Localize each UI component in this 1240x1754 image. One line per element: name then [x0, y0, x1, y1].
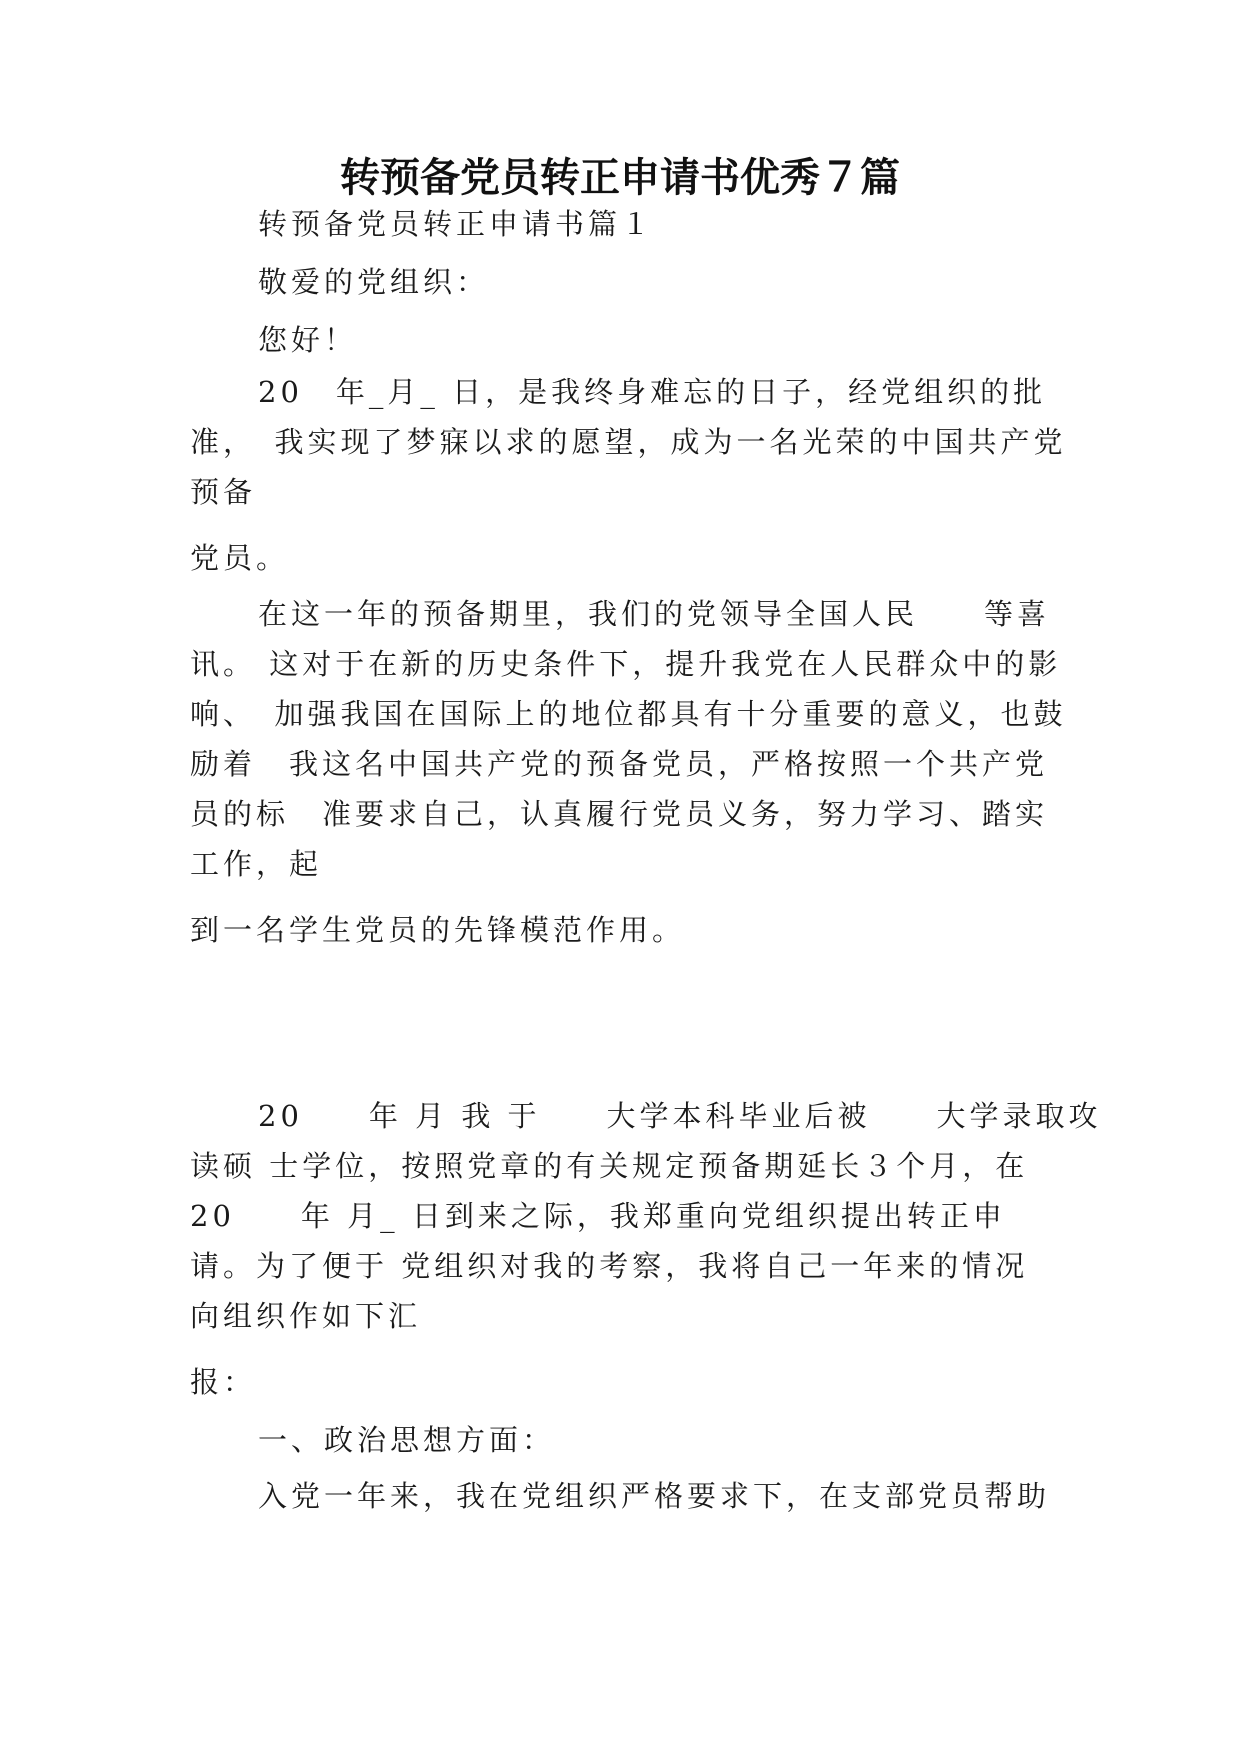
paragraph-line: 请。为了便于 党组织对我的考察，我将自己一年来的情况 [190, 1249, 1029, 1283]
paragraph-line: 到一名学生党员的先锋模范作用。 [190, 913, 686, 947]
paragraph-line: 准， 我实现了梦寐以求的愿望，成为一名光荣的中国共产党 [190, 425, 1067, 459]
paragraph-line: 党员。 [190, 541, 290, 575]
paragraph-line: 预备 [190, 475, 257, 509]
paragraph-line: 响、 加强我国在国际上的地位都具有十分重要的意义，也鼓 [190, 697, 1067, 731]
paragraph-line: 报： [190, 1365, 257, 1399]
paragraph-line: 入党一年来，我在党组织严格要求下，在支部党员帮助 [258, 1479, 1051, 1513]
paragraph-line: 励着 我这名中国共产党的预备党员，严格按照一个共产党 [190, 747, 1049, 781]
paragraph-line: 在这一年的预备期里，我们的党领导全国人民 等喜 [258, 597, 1051, 631]
greeting: 您好！ [258, 323, 358, 357]
paragraph-line: 读硕 士学位，按照党章的有关规定预备期延长３个月，在 [190, 1149, 1029, 1183]
paragraph-line: 工作，起 [190, 847, 323, 881]
paragraph-line: 20 年 月 我 于 大学本科毕业后被 大学录取攻 [258, 1099, 1102, 1133]
paragraph-line: 20 年 月_ 日到来之际，我郑重向党组织提出转正申 [190, 1199, 1006, 1233]
paragraph-line: 20 年_月_ 日，是我终身难忘的日子，经党组织的批 [258, 375, 1047, 409]
section-heading: 转预备党员转正申请书篇１ [258, 207, 655, 241]
paragraph-line: 员的标 准要求自己，认真履行党员义务，努力学习、踏实 [190, 797, 1049, 831]
salutation: 敬爱的党组织： [258, 265, 490, 299]
subsection-heading: 一、政治思想方面： [258, 1423, 556, 1457]
paragraph-line: 讯。 这对于在新的历史条件下，提升我党在人民群众中的影 [190, 647, 1062, 681]
paragraph-line: 向组织作如下汇 [190, 1299, 422, 1333]
document-title: 转预备党员转正申请书优秀７篇 [340, 155, 900, 201]
